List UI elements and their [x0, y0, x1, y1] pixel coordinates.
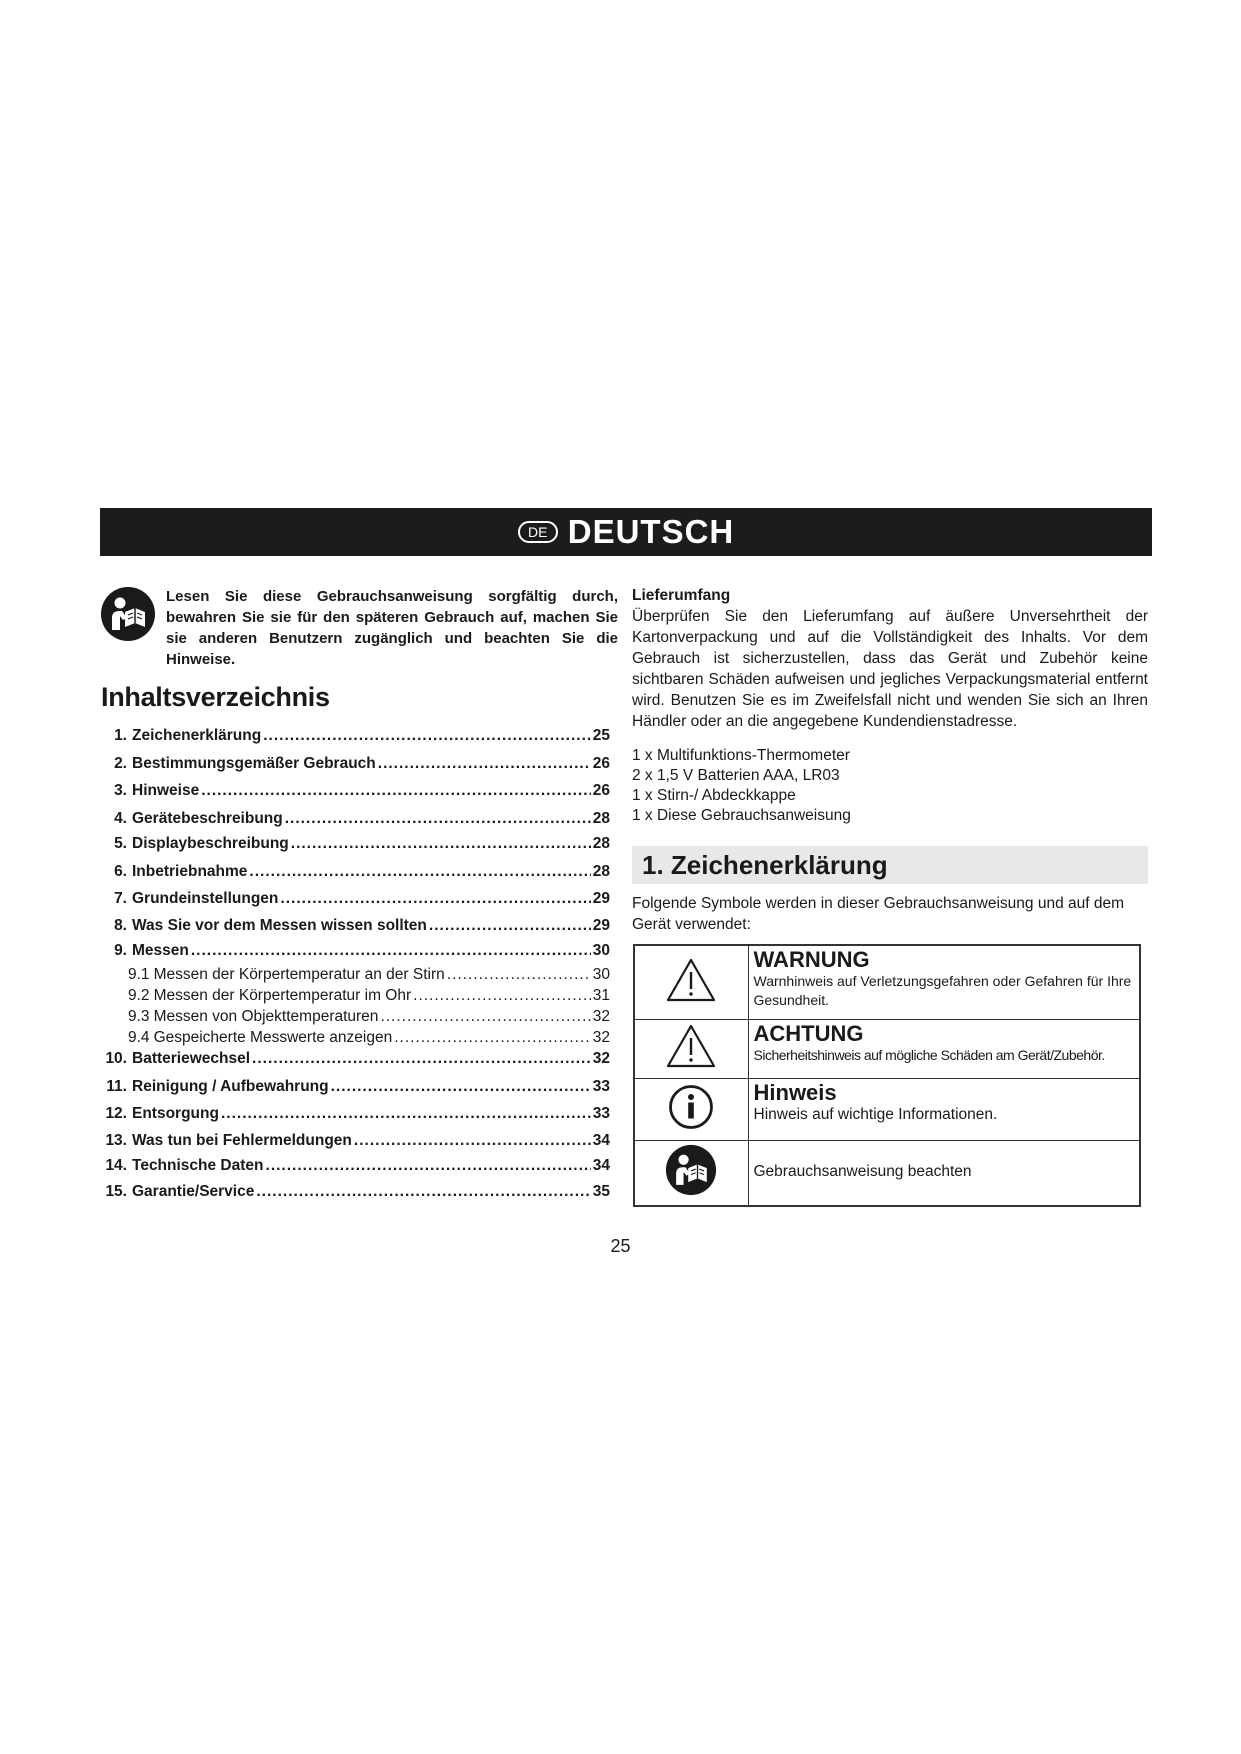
info-circle-icon [668, 1084, 714, 1130]
symbol-icon-cell [634, 1019, 748, 1078]
toc-item [100, 1028, 610, 1047]
toc-item-label: Grundeinstellungen [132, 890, 279, 907]
toc-leader-dots [266, 1156, 591, 1175]
toc-item-label: Gerätebeschreibung [132, 810, 283, 827]
toc-item-page: 28 [592, 810, 610, 827]
toc-item-page: 30 [592, 966, 610, 983]
toc-item-page: 26 [592, 755, 610, 772]
toc-item-number: 8. [114, 917, 127, 934]
scope-of-delivery [632, 586, 1148, 826]
toc-item-page: 34 [592, 1157, 610, 1174]
toc-item-number: 4. [114, 810, 127, 827]
symbol-heading: ACHTUNG [753, 1020, 864, 1046]
toc-item [100, 726, 610, 745]
toc-item [100, 916, 610, 935]
table-row [634, 1019, 1140, 1078]
toc-item-number: 9.2 [128, 987, 150, 1004]
toc-item-label: Bestimmungsgemäßer Gebrauch [132, 755, 376, 772]
toc-item-page: 29 [592, 890, 610, 907]
toc-item [100, 1131, 610, 1150]
symbol-icon-cell [634, 1078, 748, 1140]
list-item: 1 x Diese Gebrauchsanweisung [632, 807, 851, 824]
list-item: 1 x Stirn-/ Abdeckkappe [632, 787, 796, 804]
toc-item-page: 32 [592, 1008, 610, 1025]
toc-item-page: 29 [592, 917, 610, 934]
toc-leader-dots [263, 726, 591, 745]
symbol-icon-cell [634, 945, 748, 1019]
toc-leader-dots [378, 754, 591, 773]
read-manual-icon [100, 586, 156, 642]
toc-item [100, 1156, 610, 1175]
toc-item-number: 10. [105, 1050, 127, 1067]
toc-leader-dots [256, 1182, 590, 1201]
scope-title: Lieferumfang [632, 587, 731, 604]
section-intro: Folgende Symbole werden in dieser Gebrauchsanweisung und auf dem Gerät verwendet: [632, 895, 1124, 933]
toc-item-label: Displaybeschreibung [132, 835, 289, 852]
toc-item-number: 6. [114, 863, 127, 880]
language-code-badge: DE [518, 521, 558, 543]
list-item: 1 x Multifunktions-Thermometer [632, 747, 850, 764]
toc-leader-dots [221, 1104, 591, 1123]
toc-leader-dots [429, 916, 591, 935]
toc-leader-dots [285, 809, 591, 828]
toc-item [100, 986, 610, 1005]
toc-leader-dots [280, 889, 590, 908]
toc-item-label: Zeichenerklärung [132, 727, 262, 744]
toc-item-number: 3. [114, 782, 127, 799]
toc-item [100, 1049, 610, 1068]
toc-item-page: 35 [592, 1183, 610, 1200]
toc-item-label: Messen von Objekttemperaturen [153, 1008, 379, 1025]
toc-item-number: 13. [105, 1132, 127, 1149]
symbol-text-cell [748, 1140, 1140, 1206]
toc-item [100, 941, 610, 960]
caution-triangle-icon [665, 1023, 717, 1069]
toc-item-number: 7. [114, 890, 127, 907]
toc-item-label: Entsorgung [132, 1105, 219, 1122]
table-of-contents [100, 726, 610, 1201]
toc-item-page: 31 [592, 987, 610, 1004]
toc-item-label: Garantie/Service [132, 1183, 255, 1200]
toc-leader-dots [413, 986, 591, 1005]
toc-item [100, 965, 610, 984]
toc-item-number: 15. [105, 1183, 127, 1200]
intro-text: Lesen Sie diese Gebrauchsanweisung sorgfältig durch, bewahren Sie sie für den späteren Gebrauch auf, machen Sie sie anderen Benutzern zugänglich und beachten Sie die Hinweise. [166, 588, 618, 668]
toc-item-page: 26 [592, 782, 610, 799]
toc-item-page: 28 [592, 835, 610, 852]
toc-leader-dots [191, 941, 591, 960]
symbol-icon-cell [634, 1140, 748, 1206]
toc-leader-dots [249, 862, 590, 881]
table-row [634, 945, 1140, 1019]
symbol-heading: WARNUNG [753, 947, 870, 972]
toc-item [100, 889, 610, 908]
toc-item [100, 809, 610, 828]
table-row [634, 1078, 1140, 1140]
toc-item [100, 754, 610, 773]
toc-item-number: 9.1 [128, 966, 150, 983]
symbol-heading: Hinweis [753, 1079, 837, 1105]
symbol-description: Sicherheitshinweis auf mögliche Schäden am Gerät/Zubehör. [753, 1046, 1105, 1063]
scope-body: Überprüfen Sie den Lieferumfang auf äußere Unversehrtheit der Kartonverpackung und auf die Vollständigkeit des Inhalts. Vor dem Gebrauch ist sicherzustellen, dass das Gerät und Zubehör keine sichtbaren Schäden aufweisen und jegliches Verpackungsmaterial entfernt wird. Benutzen Sie es im Zweifelsfall nicht und wenden Sie sich an Ihren Händler oder an die angegebene Kundendienstadresse. [632, 608, 1148, 730]
toc-item-label: Was Sie vor dem Messen wissen sollten [132, 917, 427, 934]
page-number: 25 [610, 1236, 631, 1256]
language-header-bar [100, 508, 1152, 556]
toc-item [100, 781, 610, 800]
toc-leader-dots [252, 1049, 591, 1068]
warning-triangle-icon [665, 957, 717, 1003]
toc-item-label: Messen der Körpertemperatur im Ohr [153, 987, 412, 1004]
toc-item-label: Messen der Körpertemperatur an der Stirn [153, 966, 445, 983]
toc-item [100, 862, 610, 881]
toc-item-number: 5. [114, 835, 127, 852]
toc-item-number: 14. [105, 1157, 127, 1174]
toc-item-label: Reinigung / Aufbewahrung [132, 1078, 329, 1095]
symbol-description: Hinweis auf wichtige Informationen. [753, 1105, 998, 1123]
toc-item-page: 28 [592, 863, 610, 880]
toc-item-label: Inbetriebnahme [132, 863, 248, 880]
toc-leader-dots [291, 834, 591, 853]
toc-item-number: 2. [114, 755, 127, 772]
language-title: DEUTSCH [567, 513, 735, 550]
toc-item-number: 12. [105, 1105, 127, 1122]
toc-item-page: 32 [592, 1050, 610, 1067]
toc-item-page: 33 [592, 1105, 610, 1122]
intro-notice [100, 586, 618, 670]
symbol-text-cell [748, 945, 1140, 1019]
toc-item-page: 33 [592, 1078, 610, 1095]
section-heading: 1. Zeichenerklärung [632, 846, 1148, 884]
toc-item-label: Gespeicherte Messwerte anzeigen [153, 1029, 393, 1046]
symbol-description: Warnhinweis auf Verletzungsgefahren oder Gefahren für Ihre Gesundheit. [753, 973, 1132, 1008]
toc-item-label: Was tun bei Fehlermeldungen [132, 1132, 352, 1149]
toc-item-number: 11. [106, 1078, 127, 1095]
toc-item-number: 9.3 [128, 1008, 150, 1025]
toc-item-page: 32 [592, 1029, 610, 1046]
toc-item-number: 9.4 [128, 1029, 150, 1046]
symbol-description: Gebrauchsanweisung beachten [753, 1163, 972, 1181]
toc-item-label: Hinweise [132, 782, 200, 799]
toc-item-label: Technische Daten [132, 1157, 264, 1174]
toc-item [100, 1007, 610, 1026]
toc-item-page: 25 [592, 727, 610, 744]
toc-item-number: 1. [114, 727, 127, 744]
list-item: 2 x 1,5 V Batterien AAA, LR03 [632, 767, 840, 784]
toc-item-label: Batteriewechsel [132, 1050, 251, 1067]
toc-leader-dots [380, 1007, 590, 1026]
symbol-text-cell [748, 1019, 1140, 1078]
toc-item [100, 834, 610, 853]
toc-item-page: 34 [592, 1132, 610, 1149]
toc-leader-dots [447, 965, 591, 984]
symbol-text-cell [748, 1078, 1140, 1140]
toc-leader-dots [331, 1077, 591, 1096]
toc-title: Inhaltsverzeichnis [101, 682, 330, 712]
toc-item-label: Messen [132, 942, 189, 959]
toc-leader-dots [201, 781, 591, 800]
toc-item [100, 1077, 610, 1096]
toc-leader-dots [354, 1131, 591, 1150]
toc-item-number: 9. [114, 942, 127, 959]
symbol-table [633, 944, 1141, 1207]
scope-list [632, 746, 1148, 826]
toc-item [100, 1104, 610, 1123]
toc-item [100, 1182, 610, 1201]
toc-item-page: 30 [592, 942, 610, 959]
table-row [634, 1140, 1140, 1206]
read-manual-icon [665, 1144, 717, 1196]
toc-leader-dots [394, 1028, 591, 1047]
